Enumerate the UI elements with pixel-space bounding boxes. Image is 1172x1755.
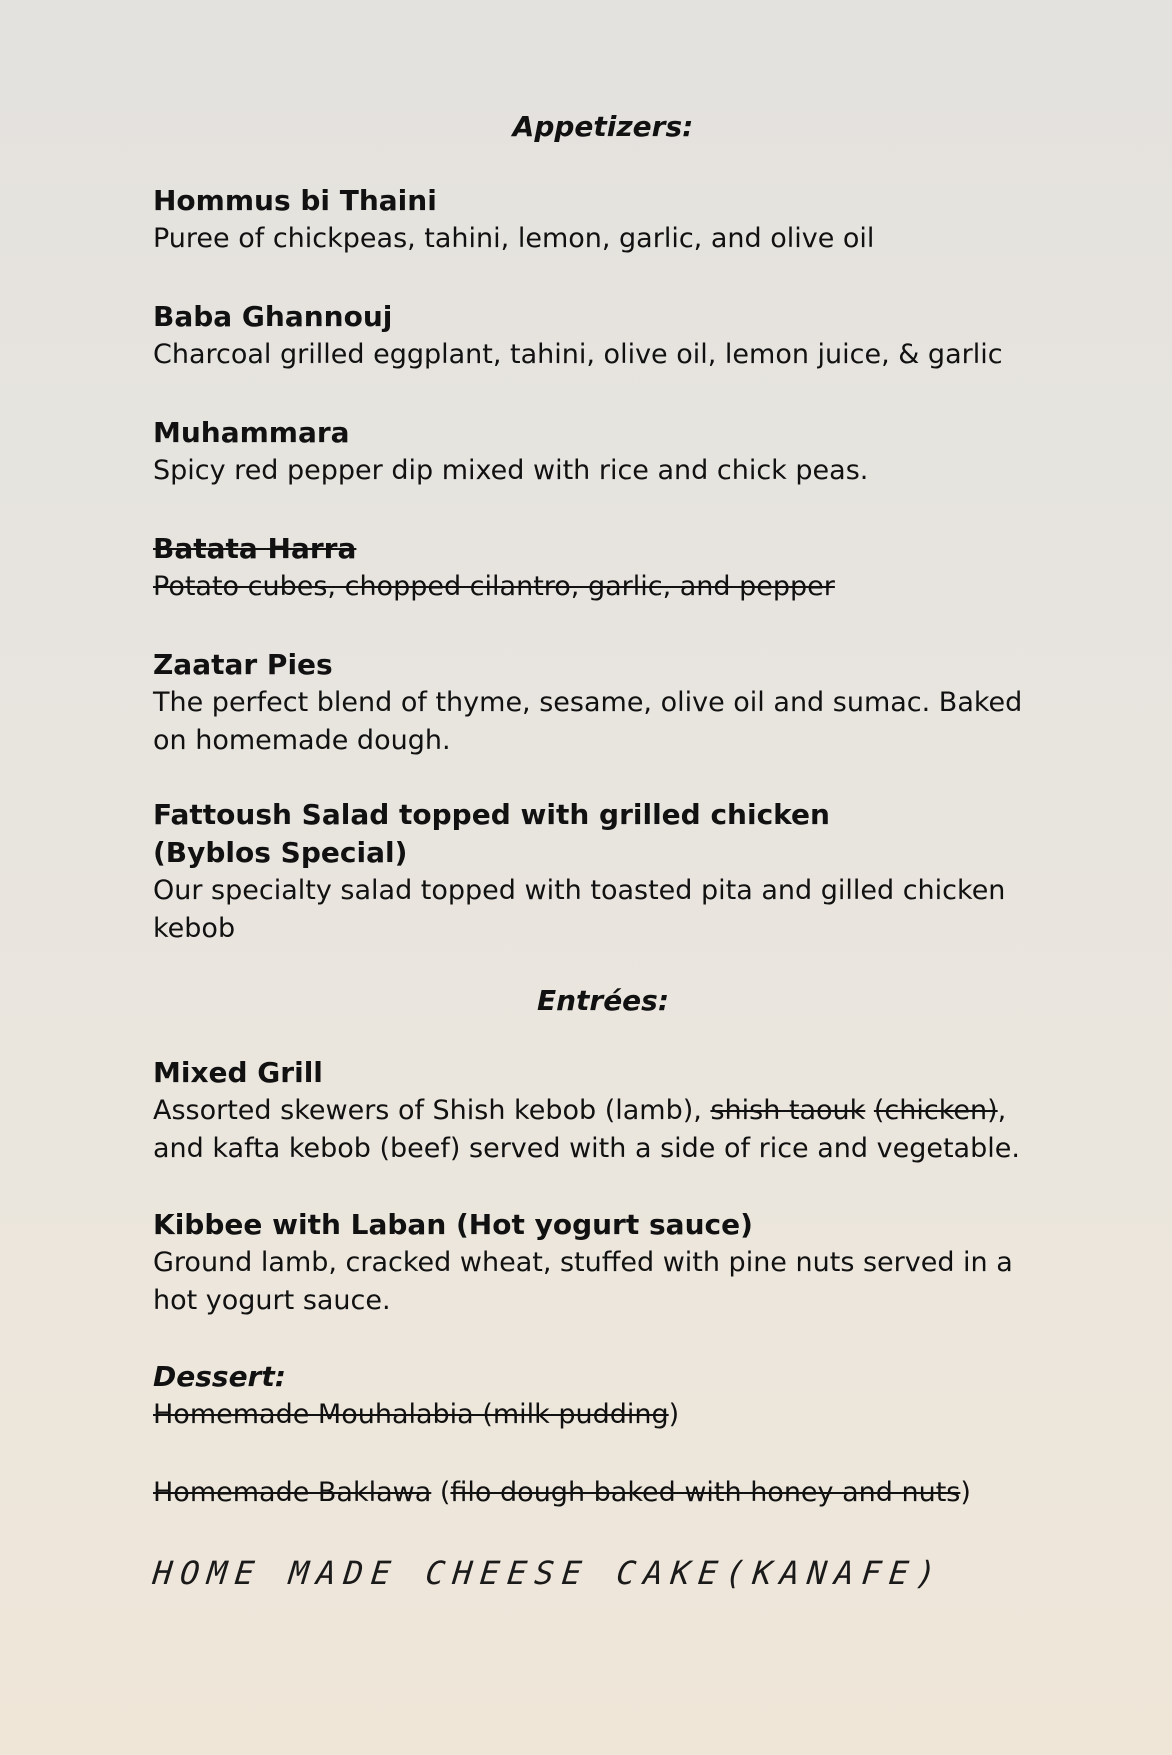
menu-item-zaatar-pies xyxy=(153,646,1053,760)
struck-text: shish taouk xyxy=(710,1095,866,1126)
menu-item-hommus xyxy=(153,182,1053,258)
dessert-item-mouhalabia xyxy=(153,1396,1053,1434)
item-description: The perfect blend of thyme, sesame, olive oil and sumac. Baked on homemade dough. xyxy=(153,687,1023,756)
menu-item-fattoush xyxy=(153,796,1053,948)
item-description: Puree of chickpeas, tahini, lemon, garlic, and olive oil xyxy=(153,223,875,254)
item-name: Batata Harra xyxy=(153,532,357,565)
menu-item-muhammara xyxy=(153,414,1053,490)
handwritten-dessert-note: HOME MADE CHEESE CAKE(KANAFE) xyxy=(151,1554,946,1592)
appetizers-heading: Appetizers: xyxy=(512,110,694,143)
dessert-item-baklawa xyxy=(153,1474,1053,1512)
struck-text: Homemade Mouhalabia (milk pudding xyxy=(153,1399,669,1430)
item-name: Hommus bi Thaini xyxy=(153,184,437,217)
desc-text: ) xyxy=(668,1399,680,1430)
menu-content xyxy=(153,110,1053,1598)
menu-item-kibbee xyxy=(153,1206,1053,1320)
desc-text: Assorted skewers of Shish kebob (lamb), xyxy=(153,1095,711,1126)
struck-text: (chicken) xyxy=(873,1095,998,1126)
item-description: Potato cubes, chopped cilantro, garlic, and pepper xyxy=(153,571,835,602)
item-name: Muhammara xyxy=(153,416,350,449)
item-name: Baba Ghannouj xyxy=(153,300,393,333)
menu-item-baba-ghannouj xyxy=(153,298,1053,374)
item-description: Ground lamb, cracked wheat, stuffed with pine nuts served in a hot yogurt sauce. xyxy=(153,1247,1013,1316)
desc-text: ( xyxy=(431,1477,451,1508)
item-name: Zaatar Pies xyxy=(153,648,333,681)
item-name: Kibbee with Laban (Hot yogurt sauce) xyxy=(153,1208,753,1241)
item-description: Our specialty salad topped with toasted pita and gilled chicken kebob xyxy=(153,875,1006,944)
entrees-heading: Entrées: xyxy=(536,984,670,1017)
dessert-heading: Dessert: xyxy=(153,1360,286,1393)
desc-text xyxy=(865,1095,874,1126)
item-description: Charcoal grilled eggplant, tahini, olive oil, lemon juice, & garlic xyxy=(153,339,1003,370)
desc-text: , and kafta kebob (beef) served with a side of rice and vegetable. xyxy=(153,1095,1020,1164)
item-name: Mixed Grill xyxy=(153,1056,323,1089)
menu-item-batata-harra xyxy=(153,530,1053,606)
item-description: Spicy red pepper dip mixed with rice and chick peas. xyxy=(153,455,869,486)
struck-text: Homemade Baklawa xyxy=(153,1477,432,1508)
desc-text: ) xyxy=(960,1477,971,1508)
item-description xyxy=(153,1092,1053,1168)
menu-item-mixed-grill xyxy=(153,1054,1053,1168)
item-name: Fattoush Salad topped with grilled chicken (Byblos Special) xyxy=(153,798,830,869)
struck-text: filo dough baked with honey and nuts xyxy=(450,1477,961,1508)
